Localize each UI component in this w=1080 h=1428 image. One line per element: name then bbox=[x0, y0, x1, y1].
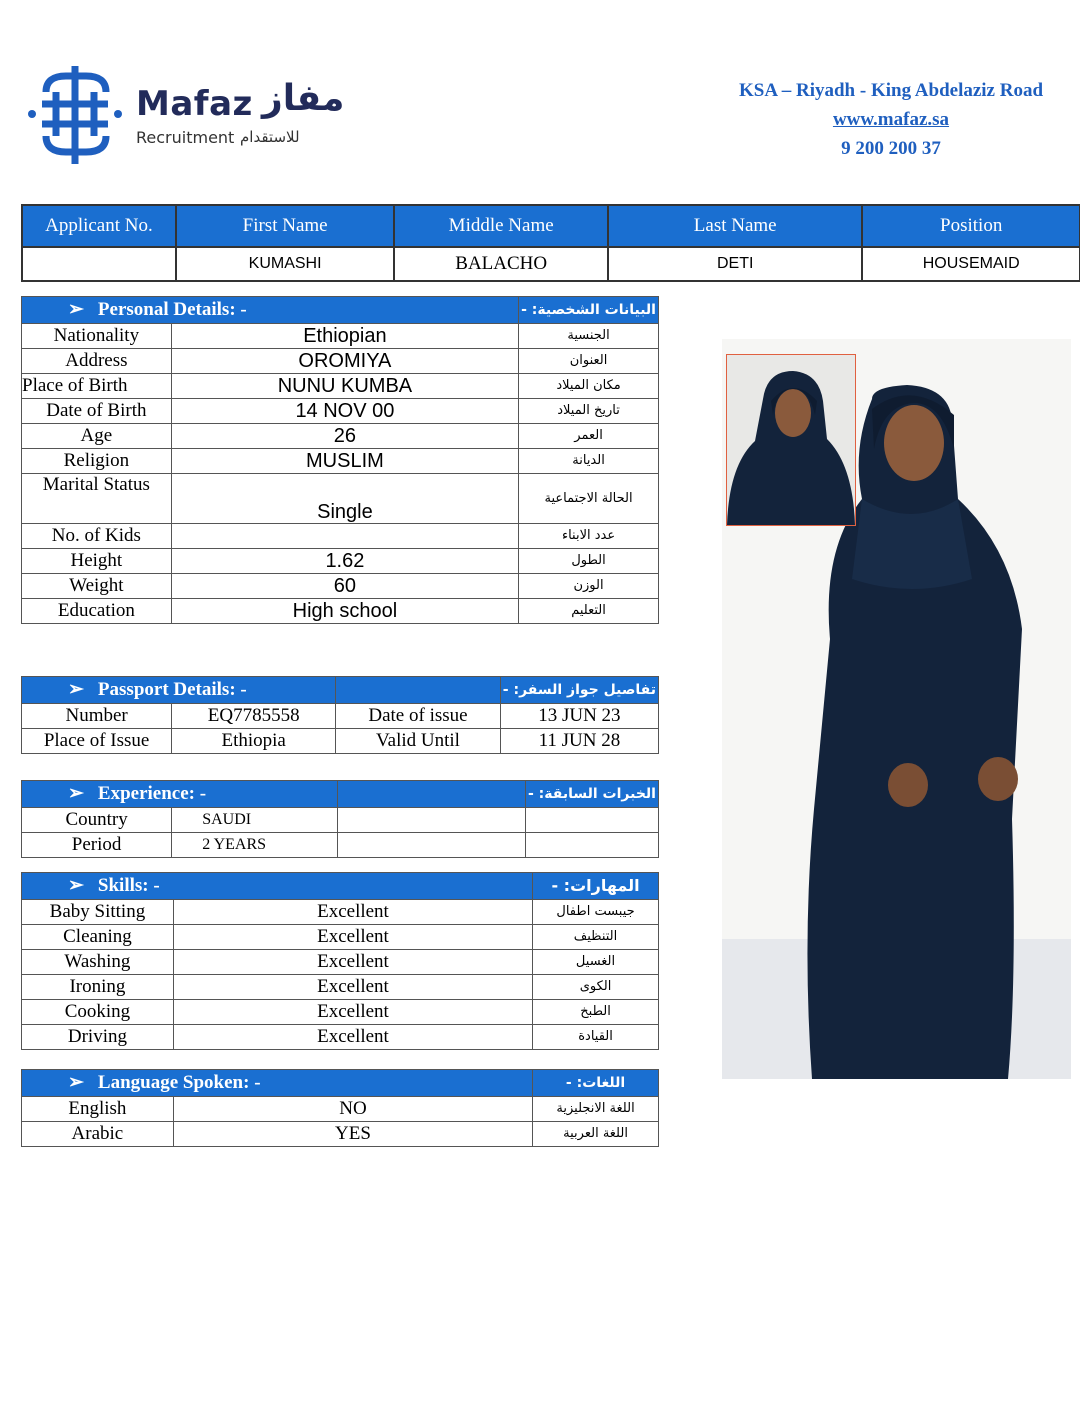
row-label-arabic: الحالة الاجتماعية bbox=[519, 474, 659, 524]
language-label-arabic: اللغة الانجليزية bbox=[533, 1097, 659, 1122]
skill-label: Ironing bbox=[22, 975, 174, 1000]
language-value: NO bbox=[173, 1097, 532, 1122]
skills-table bbox=[21, 872, 659, 1050]
period-label: Period bbox=[22, 833, 172, 858]
row-label: No. of Kids bbox=[22, 524, 172, 549]
position-value: HOUSEMAID bbox=[862, 247, 1080, 281]
row-value: OROMIYA bbox=[171, 349, 518, 374]
row-label-arabic: الديانة bbox=[519, 449, 659, 474]
country-value: SAUDI bbox=[172, 808, 338, 833]
row-label: Place of Birth bbox=[22, 374, 172, 399]
section-title-arabic: تفاصيل جواز السفر: - bbox=[500, 677, 658, 704]
skill-value: Excellent bbox=[173, 925, 532, 950]
row-label-arabic: العنوان bbox=[519, 349, 659, 374]
passport-number-label: Number bbox=[22, 704, 172, 729]
row-value: High school bbox=[171, 599, 518, 624]
skill-label: Baby Sitting bbox=[22, 900, 174, 925]
row-value: 14 NOV 00 bbox=[171, 399, 518, 424]
skill-value: Excellent bbox=[173, 1000, 532, 1025]
valid-until-value: 11 JUN 28 bbox=[500, 729, 658, 754]
row-label-arabic: عدد الابناء bbox=[519, 524, 659, 549]
skill-label: Cooking bbox=[22, 1000, 174, 1025]
person-portrait-icon bbox=[727, 355, 855, 525]
section-title-arabic: البيانات الشخصية: - bbox=[519, 297, 659, 324]
website-link[interactable]: www.mafaz.sa bbox=[832, 109, 950, 130]
arrow-icon: ➢ bbox=[68, 783, 84, 804]
place-of-issue-label: Place of Issue bbox=[22, 729, 172, 754]
languages-table bbox=[21, 1069, 659, 1147]
language-value: YES bbox=[173, 1122, 532, 1147]
row-label-arabic: التعليم bbox=[519, 599, 659, 624]
skill-label-arabic: القيادة bbox=[533, 1025, 659, 1050]
row-value: Ethiopian bbox=[171, 324, 518, 349]
row-label-arabic: الوزن bbox=[519, 574, 659, 599]
row-label-arabic: تاريخ الميلاد bbox=[519, 399, 659, 424]
row-label: Age bbox=[22, 424, 172, 449]
first-name-header: First Name bbox=[176, 205, 395, 247]
row-label: Date of Birth bbox=[22, 399, 172, 424]
mafaz-logo-icon bbox=[26, 62, 126, 168]
logo-subtitle-arabic: للاستقدام bbox=[240, 128, 300, 146]
skill-value: Excellent bbox=[173, 900, 532, 925]
passport-details-table bbox=[21, 676, 659, 754]
applicant-table bbox=[21, 204, 1080, 282]
skill-label: Driving bbox=[22, 1025, 174, 1050]
skill-label-arabic: الكوى bbox=[533, 975, 659, 1000]
row-value: NUNU KUMBA bbox=[171, 374, 518, 399]
row-value: 1.62 bbox=[171, 549, 518, 574]
last-name-header: Last Name bbox=[608, 205, 862, 247]
middle-name-header: Middle Name bbox=[394, 205, 608, 247]
arrow-icon: ➢ bbox=[68, 299, 84, 320]
address-text: KSA – Riyadh - King Abdelaziz Road bbox=[738, 80, 1044, 101]
language-label: Arabic bbox=[22, 1122, 174, 1147]
valid-until-label: Valid Until bbox=[336, 729, 501, 754]
row-value: Single bbox=[171, 474, 518, 524]
contact-block bbox=[726, 76, 1056, 163]
first-name-value: KUMASHI bbox=[176, 247, 395, 281]
period-value: 2 YEARS bbox=[172, 833, 338, 858]
passport-number-value: EQ7785558 bbox=[172, 704, 336, 729]
language-label-arabic: اللغة العربية bbox=[533, 1122, 659, 1147]
skill-label-arabic: جيبست اطفال bbox=[533, 900, 659, 925]
arrow-icon: ➢ bbox=[68, 1072, 84, 1093]
row-label: Nationality bbox=[22, 324, 172, 349]
row-value: 60 bbox=[171, 574, 518, 599]
row-label-arabic: الجنسية bbox=[519, 324, 659, 349]
section-title: Language Spoken: - bbox=[97, 1072, 261, 1093]
row-label: Marital Status bbox=[22, 474, 172, 524]
position-header: Position bbox=[862, 205, 1080, 247]
arrow-icon: ➢ bbox=[68, 875, 84, 896]
logo-word: Mafaz bbox=[136, 84, 253, 124]
skill-label-arabic: التنظيف bbox=[533, 925, 659, 950]
row-label-arabic: العمر bbox=[519, 424, 659, 449]
language-label: English bbox=[22, 1097, 174, 1122]
section-title-arabic: المهارات: - bbox=[533, 873, 659, 900]
row-label-arabic: الطول bbox=[519, 549, 659, 574]
logo-word-arabic: مفاز bbox=[262, 78, 345, 119]
row-label: Education bbox=[22, 599, 172, 624]
row-label: Religion bbox=[22, 449, 172, 474]
skill-label-arabic: الطبخ bbox=[533, 1000, 659, 1025]
row-value bbox=[171, 524, 518, 549]
applicant-no-header: Applicant No. bbox=[22, 205, 176, 247]
section-title: Personal Details: - bbox=[97, 299, 247, 320]
row-label: Height bbox=[22, 549, 172, 574]
middle-name-value: BALACHO bbox=[394, 247, 608, 281]
row-label: Address bbox=[22, 349, 172, 374]
skill-label: Cleaning bbox=[22, 925, 174, 950]
date-of-issue-value: 13 JUN 23 bbox=[500, 704, 658, 729]
row-value: 26 bbox=[171, 424, 518, 449]
arrow-icon: ➢ bbox=[68, 679, 84, 700]
skill-value: Excellent bbox=[173, 975, 532, 1000]
skill-label-arabic: الغسيل bbox=[533, 950, 659, 975]
section-title-arabic: الخبرات السابقة: - bbox=[525, 781, 658, 808]
experience-table bbox=[21, 780, 659, 858]
portrait-photo bbox=[726, 354, 856, 526]
company-logo bbox=[26, 62, 346, 168]
section-title-arabic: اللغات: - bbox=[533, 1070, 659, 1097]
section-title: Experience: - bbox=[97, 783, 207, 804]
skill-value: Excellent bbox=[173, 950, 532, 975]
personal-details-table bbox=[21, 296, 659, 624]
section-title: Passport Details: - bbox=[97, 679, 247, 700]
phone-text: 9 200 200 37 bbox=[841, 138, 941, 159]
applicant-no-value bbox=[22, 247, 176, 281]
date-of-issue-label: Date of issue bbox=[336, 704, 501, 729]
skill-value: Excellent bbox=[173, 1025, 532, 1050]
row-label-arabic: مكان الميلاد bbox=[519, 374, 659, 399]
row-value: MUSLIM bbox=[171, 449, 518, 474]
country-label: Country bbox=[22, 808, 172, 833]
last-name-value: DETI bbox=[608, 247, 862, 281]
logo-subtitle: Recruitment bbox=[136, 128, 235, 147]
skill-label: Washing bbox=[22, 950, 174, 975]
place-of-issue-value: Ethiopia bbox=[172, 729, 336, 754]
section-title: Skills: - bbox=[97, 875, 160, 896]
row-label: Weight bbox=[22, 574, 172, 599]
